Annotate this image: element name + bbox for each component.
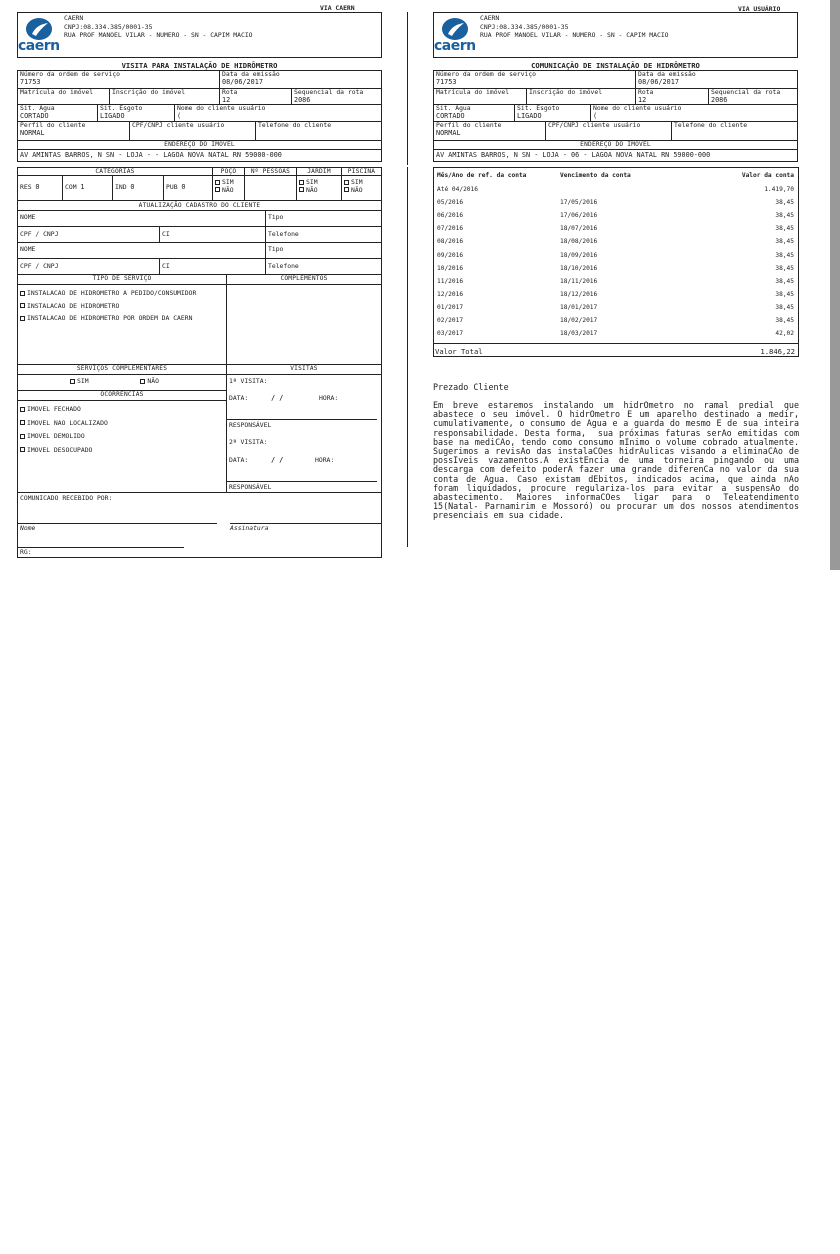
piscina-header: PISCINA bbox=[341, 167, 382, 176]
r-nome-cliente-cell bbox=[590, 104, 798, 122]
servico-1-checkbox[interactable] bbox=[20, 291, 25, 296]
conta-ref: 03/2017 bbox=[437, 330, 464, 338]
r-perfil-label: Perfil do cliente bbox=[436, 121, 502, 129]
conta-venc: 18/07/2016 bbox=[560, 225, 598, 233]
matricula-label: Matrícula do imóvel bbox=[20, 88, 94, 96]
conta-venc: 18/01/2017 bbox=[560, 303, 598, 311]
conta-ref: 08/2016 bbox=[437, 238, 464, 246]
jardim-sim-checkbox[interactable] bbox=[299, 180, 304, 185]
visita-1-data-slashes: / / bbox=[271, 394, 284, 402]
pub-label: PUB bbox=[166, 183, 178, 191]
emissao-label: Data da emissão bbox=[222, 70, 280, 78]
poco-nao-checkbox[interactable] bbox=[215, 187, 220, 192]
visita-2-label: 2ª VISITA: bbox=[229, 438, 268, 446]
company-name: CAERN bbox=[64, 14, 84, 22]
atual-nome-2: NOME bbox=[17, 242, 266, 259]
r-emissao-label: Data da emissão bbox=[638, 70, 696, 78]
ocorrencia-2-label: IMOVEL NAO LOCALIZADO bbox=[27, 418, 108, 427]
r-emissao-value: 08/06/2017 bbox=[638, 77, 679, 86]
header-box bbox=[17, 12, 382, 58]
rota-label: Rota bbox=[222, 88, 238, 96]
ocorrencia-1-checkbox[interactable] bbox=[20, 407, 25, 412]
conta-ref: 01/2017 bbox=[437, 303, 464, 311]
ocorrencia-3-label: IMOVEL DEMOLIDO bbox=[27, 432, 85, 440]
r-endereco-header: ENDEREÇO DO IMÓVEL bbox=[433, 140, 798, 150]
atual-tipo-2: Tipo bbox=[265, 242, 382, 259]
pub-value: 0 bbox=[181, 183, 186, 191]
esgoto-label: Sit. Esgoto bbox=[100, 104, 143, 112]
conta-valor: 38,45 bbox=[775, 317, 794, 324]
conta-venc: 18/12/2016 bbox=[560, 290, 598, 298]
r-agua-value: CORTADO bbox=[436, 111, 465, 120]
conta-valor: 38,45 bbox=[775, 199, 794, 207]
piscina-nao-label: NÃO bbox=[351, 185, 363, 194]
ocorrencia-1-label: IMOVEL FECHADO bbox=[27, 405, 81, 413]
poco-options bbox=[212, 175, 245, 201]
poco-header: POÇO bbox=[212, 167, 245, 176]
visita-2-hora-label: HORA: bbox=[315, 456, 335, 464]
atual-cpf-1: CPF / CNPJ bbox=[17, 226, 160, 243]
r-cpf-label: CPF/CNPJ cliente usuário bbox=[548, 121, 641, 129]
contas-total-label: Valor Total bbox=[435, 347, 483, 356]
ocorrencia-4-checkbox[interactable] bbox=[20, 447, 25, 452]
servico-3-label: INSTALACAO DE HIDROMETRO POR ORDEM DA CAERN bbox=[27, 314, 193, 322]
servico-comp-sim-checkbox[interactable] bbox=[70, 379, 75, 384]
r-seq-value: 2086 bbox=[711, 95, 728, 104]
atual-tipo-1: Tipo bbox=[265, 210, 382, 227]
r-seq-cell bbox=[708, 88, 798, 105]
conta-ref: 10/2016 bbox=[437, 264, 464, 272]
ocorrencia-item-4[interactable] bbox=[18, 447, 226, 455]
endereco-header: ENDEREÇO DO IMÓVEL bbox=[17, 140, 382, 150]
contas-table bbox=[433, 167, 799, 357]
ocorrencia-3-checkbox[interactable] bbox=[20, 434, 25, 439]
contas-col-valor: Valor da conta bbox=[741, 172, 794, 179]
conta-venc: 17/05/2016 bbox=[560, 199, 598, 207]
assinatura-caption: Assinatura bbox=[230, 524, 269, 532]
jardim-options bbox=[296, 175, 342, 201]
conta-valor: 38,45 bbox=[775, 277, 794, 285]
conta-venc: 18/03/2017 bbox=[560, 330, 598, 338]
rota-value: 12 bbox=[222, 95, 231, 104]
telefone-cell bbox=[255, 121, 382, 141]
visita-1-label: 1ª VISITA: bbox=[229, 377, 268, 385]
servico-comp-nao-label: NÃO bbox=[147, 377, 159, 385]
r-matricula-cell bbox=[433, 88, 527, 105]
conta-valor: 1.419,70 bbox=[764, 186, 794, 193]
conta-ref: 06/2016 bbox=[437, 212, 464, 220]
conta-venc: 18/09/2016 bbox=[560, 251, 598, 259]
matricula-cell bbox=[17, 88, 110, 105]
conta-ref: 05/2016 bbox=[437, 199, 464, 207]
jardim-nao-label: NÃO bbox=[306, 185, 318, 194]
conta-valor: 38,45 bbox=[775, 251, 794, 259]
ocorrencia-2-checkbox[interactable] bbox=[20, 420, 25, 425]
res-label: RES bbox=[20, 183, 32, 191]
visitas-box bbox=[226, 364, 382, 493]
emissao-value: 08/06/2017 bbox=[222, 77, 263, 86]
caern-logo-text: caern bbox=[434, 38, 476, 54]
servico-2-checkbox[interactable] bbox=[20, 303, 25, 308]
r-seq-label: Sequencial da rota bbox=[711, 88, 781, 96]
poco-sim-label: SIM bbox=[222, 178, 234, 186]
seq-value: 2086 bbox=[294, 95, 311, 104]
r-endereco-value: AV AMINTAS BARROS, N SN - LOJA - 06 - LAGOA NOVA NATAL RN 59000-000 bbox=[433, 149, 798, 162]
perfil-cell bbox=[17, 121, 130, 141]
r-emissao-cell bbox=[635, 70, 798, 89]
nome-caption: Nome bbox=[20, 524, 36, 532]
conta-venc: 18/02/2017 bbox=[560, 317, 598, 324]
comunicado-label: COMUNICADO RECEBIDO POR: bbox=[20, 494, 113, 502]
visitas-header: VISITAS bbox=[227, 365, 381, 375]
conta-ref: 07/2016 bbox=[437, 225, 464, 233]
ocorrencia-item-3[interactable] bbox=[18, 433, 226, 441]
right-scroll-strip bbox=[830, 0, 840, 570]
ind-value: 0 bbox=[130, 183, 135, 191]
visita-1-responsavel: RESPONSÁVEL bbox=[229, 421, 272, 429]
pessoas-cell bbox=[244, 175, 297, 201]
servico-item-2[interactable] bbox=[18, 303, 226, 311]
ocorrencias-header: OCORRÊNCIAS bbox=[18, 390, 226, 401]
r-inscricao-label: Inscrição do imóvel bbox=[529, 88, 603, 96]
contas-col-venc: Vencimento da conta bbox=[560, 172, 631, 179]
ordem-label: Número da ordem de serviço bbox=[20, 70, 121, 78]
jardim-header: JARDIM bbox=[296, 167, 342, 176]
cpf-cell bbox=[129, 121, 256, 141]
servico-item-1[interactable] bbox=[18, 290, 226, 298]
ocorrencia-item-2[interactable] bbox=[18, 420, 226, 428]
company-address: RUA PROF MANOEL VILAR - NUMERO - SN - CAPIM MACIO bbox=[480, 31, 669, 39]
r-nome-cliente-label: Nome do cliente usuário bbox=[593, 104, 682, 112]
res-value: 0 bbox=[35, 183, 40, 191]
r-rota-label: Rota bbox=[638, 88, 654, 96]
r-ordem-cell bbox=[433, 70, 636, 89]
nome-cliente-label: Nome do cliente usuário bbox=[177, 104, 266, 112]
cpf-label: CPF/CNPJ cliente usuário bbox=[132, 121, 225, 129]
conta-ref: 02/2017 bbox=[437, 317, 464, 324]
piscina-sim-label: SIM bbox=[351, 178, 363, 186]
atual-ci-1: CI bbox=[159, 226, 266, 243]
company-cnpj: CNPJ:08.334.385/0001-35 bbox=[64, 23, 153, 31]
r-rota-value: 12 bbox=[638, 95, 647, 104]
r-cpf-cell bbox=[545, 121, 672, 141]
conta-valor: 38,45 bbox=[775, 212, 794, 220]
com-cell bbox=[62, 175, 113, 201]
poco-sim-checkbox[interactable] bbox=[215, 180, 220, 185]
caern-logo-icon bbox=[26, 18, 52, 40]
agua-cell bbox=[17, 104, 98, 122]
jardim-nao-checkbox[interactable] bbox=[299, 187, 304, 192]
servico-1-label: INSTALACAO DE HIDROMETRO A PEDIDO/CONSUMIDOR bbox=[27, 289, 197, 297]
rota-cell bbox=[219, 88, 292, 105]
company-cnpj: CNPJ:08.334.385/0001-35 bbox=[480, 23, 569, 31]
poco-nao-label: NÃO bbox=[222, 185, 234, 194]
atual-cpf-2: CPF / CNPJ bbox=[17, 258, 160, 275]
cut-line-bottom bbox=[407, 167, 408, 547]
company-name: CAERN bbox=[480, 14, 500, 22]
rg-label: RG: bbox=[20, 548, 32, 556]
servico-item-3[interactable] bbox=[18, 315, 226, 323]
letter-greeting: Prezado Cliente bbox=[433, 382, 509, 392]
right-form-title: COMUNICAÇÃO DE INSTALAÇÃO DE HIDRÔMETRO bbox=[531, 61, 700, 70]
r-esgoto-cell bbox=[514, 104, 591, 122]
piscina-options bbox=[341, 175, 382, 201]
r-rota-cell bbox=[635, 88, 709, 105]
rg-line bbox=[18, 547, 184, 548]
atual-telefone-2: Telefone bbox=[265, 258, 382, 275]
r-perfil-cell bbox=[433, 121, 546, 141]
atualizacao-header: ATUALIZAÇÃO CADASTRO DO CLIENTE bbox=[17, 200, 382, 211]
form-title: VISITA PARA INSTALAÇÃO DE HIDRÔMETRO bbox=[121, 61, 278, 70]
company-address: RUA PROF MANOEL VILAR - NUMERO - SN - CAPIM MACIO bbox=[64, 31, 253, 39]
ocorrencia-4-label: IMOVEL DESOCUPADO bbox=[27, 445, 93, 454]
cut-line-top bbox=[407, 12, 408, 165]
visita-1-hora-label: HORA: bbox=[319, 394, 339, 402]
atual-ci-2: CI bbox=[159, 258, 266, 275]
contas-total-divider bbox=[434, 343, 798, 344]
conta-ref: Até 04/2016 bbox=[437, 186, 478, 193]
caern-logo-icon bbox=[442, 18, 468, 40]
nome-cliente-value: ( bbox=[177, 111, 182, 120]
conta-valor: 38,45 bbox=[775, 303, 794, 311]
piscina-nao-checkbox[interactable] bbox=[344, 187, 349, 192]
conta-venc: 18/10/2016 bbox=[560, 264, 598, 272]
pessoas-header: Nº PESSOAS bbox=[244, 167, 297, 176]
via-usuario-label: VIA USUÁRIO bbox=[738, 5, 781, 13]
visita-2-responsavel: RESPONSÁVEL bbox=[229, 483, 272, 491]
r-ordem-label: Número da ordem de serviço bbox=[436, 70, 537, 78]
via-label: VIA CAERN bbox=[320, 4, 355, 12]
r-inscricao-cell bbox=[526, 88, 636, 105]
conta-valor: 38,45 bbox=[775, 264, 794, 272]
conta-valor: 38,45 bbox=[775, 290, 794, 298]
inscricao-cell bbox=[109, 88, 220, 105]
visita-1-data-label: DATA: bbox=[229, 394, 249, 402]
conta-ref: 12/2016 bbox=[437, 290, 464, 298]
com-label: COM bbox=[65, 183, 77, 191]
servicos-ocorrencias-box bbox=[17, 364, 227, 493]
pub-cell bbox=[163, 175, 213, 201]
agua-label: Sit. Água bbox=[20, 104, 55, 112]
r-agua-cell bbox=[433, 104, 515, 122]
conta-valor: 38,45 bbox=[775, 225, 794, 233]
complementos-box bbox=[226, 274, 382, 365]
conta-valor: 38,45 bbox=[775, 238, 794, 246]
tipo-servico-box bbox=[17, 274, 227, 365]
caern-logo-text: caern bbox=[18, 38, 60, 54]
visita-1-divider bbox=[227, 419, 377, 420]
ocorrencia-item-1[interactable] bbox=[18, 406, 226, 414]
jardim-sim-label: SIM bbox=[306, 178, 318, 186]
res-cell bbox=[17, 175, 63, 201]
conta-ref: 11/2016 bbox=[437, 277, 464, 285]
conta-venc: 17/06/2016 bbox=[560, 212, 598, 220]
perfil-value: NORMAL bbox=[20, 128, 45, 137]
servico-3-checkbox[interactable] bbox=[20, 316, 25, 321]
atual-nome-1: NOME bbox=[17, 210, 266, 227]
inscricao-label: Inscrição do imóvel bbox=[112, 88, 186, 96]
ordem-value: 71753 bbox=[20, 77, 41, 86]
r-telefone-label: Telefone do cliente bbox=[674, 121, 748, 129]
r-agua-label: Sit. Água bbox=[436, 104, 471, 112]
agua-value: CORTADO bbox=[20, 111, 49, 120]
r-perfil-value: NORMAL bbox=[436, 128, 461, 137]
esgoto-value: LIGADO bbox=[100, 111, 125, 120]
ind-label: IND bbox=[115, 183, 127, 191]
r-nome-cliente-value: ( bbox=[593, 111, 598, 120]
r-esgoto-label: Sit. Esgoto bbox=[517, 104, 560, 112]
servico-comp-sim-label: SIM bbox=[77, 377, 89, 385]
visita-2-data-label: DATA: bbox=[229, 456, 249, 464]
categorias-header: CATEGORIAS bbox=[17, 167, 213, 176]
ind-cell bbox=[112, 175, 164, 201]
servico-comp-nao-checkbox[interactable] bbox=[140, 379, 145, 384]
conta-valor: 42,02 bbox=[775, 330, 794, 338]
visita-2-data-slashes: / / bbox=[271, 456, 284, 464]
conta-venc: 18/11/2016 bbox=[560, 277, 598, 285]
complementos-header: COMPLEMENTOS bbox=[227, 275, 381, 285]
perfil-label: Perfil do cliente bbox=[20, 121, 86, 129]
nome-line bbox=[18, 523, 217, 524]
emissao-cell bbox=[219, 70, 382, 89]
contas-col-ref: Mês/Ano de ref. da conta bbox=[437, 172, 527, 179]
r-telefone-cell bbox=[671, 121, 798, 141]
contas-total-value: 1.846,22 bbox=[760, 347, 795, 356]
esgoto-cell bbox=[97, 104, 175, 122]
servico-2-label: INSTALACAO DE HIDROMETRO bbox=[27, 301, 120, 310]
seq-cell bbox=[291, 88, 382, 105]
letter-body: Em breve estaremos instalando um hidrOmetro no ramal predial que abastece o seu imóvel. O hidrOmetro E um aparelho destinado a medir, cumulativamente, o consumo de Agua e a guarda do mesmo E de sua inteira responsabilidade. Desta forma, sua próximas faturas serAo emitidas com base na mediCAo, tendo como consumo mInimo o volume cobrado atualmente. Sugerimos a revisAo das instalaCOes hidrAulicas visando a eliminaCAo de possIveis vazamentos.A existEncia de uma torneira pingando ou uma descarga com defeito poderA fazer uma grande diferenCa no valor da sua conta de Agua. Caso existam dEbitos, indicados acima, que ainda nAo foram liquidados, procure regulariza-los para evitar a suspensAo do abastecimento. Maiores informaCOes ligar para o Teleatendimento 15(Natal- Parnamirim e Mossoró) ou procurar um dos nossos atendimentos presenciais em sua cidade. bbox=[433, 400, 805, 521]
r-ordem-value: 71753 bbox=[436, 77, 457, 86]
ordem-cell bbox=[17, 70, 220, 89]
servicos-comp-options bbox=[18, 378, 226, 387]
nome-cliente-cell bbox=[174, 104, 382, 122]
com-value: 1 bbox=[80, 183, 85, 191]
telefone-label: Telefone do cliente bbox=[258, 121, 332, 129]
atual-telefone-1: Telefone bbox=[265, 226, 382, 243]
r-matricula-label: Matrícula do imóvel bbox=[436, 88, 510, 96]
right-header-box bbox=[433, 12, 798, 58]
conta-ref: 09/2016 bbox=[437, 251, 464, 259]
r-esgoto-value: LIGADO bbox=[517, 111, 542, 120]
conta-venc: 18/08/2016 bbox=[560, 238, 598, 246]
comunicado-box bbox=[17, 492, 382, 558]
piscina-sim-checkbox[interactable] bbox=[344, 180, 349, 185]
servicos-comp-header: SERVIÇOS COMPLEMENTARES bbox=[18, 365, 226, 375]
seq-label: Sequencial da rota bbox=[294, 88, 364, 96]
tipo-servico-header: TIPO DE SERVIÇO bbox=[18, 275, 226, 285]
visita-2-divider bbox=[227, 481, 377, 482]
endereco-value: AV AMINTAS BARROS, N SN - LOJA - - LAGOA NOVA NATAL RN 59000-000 bbox=[17, 149, 382, 162]
